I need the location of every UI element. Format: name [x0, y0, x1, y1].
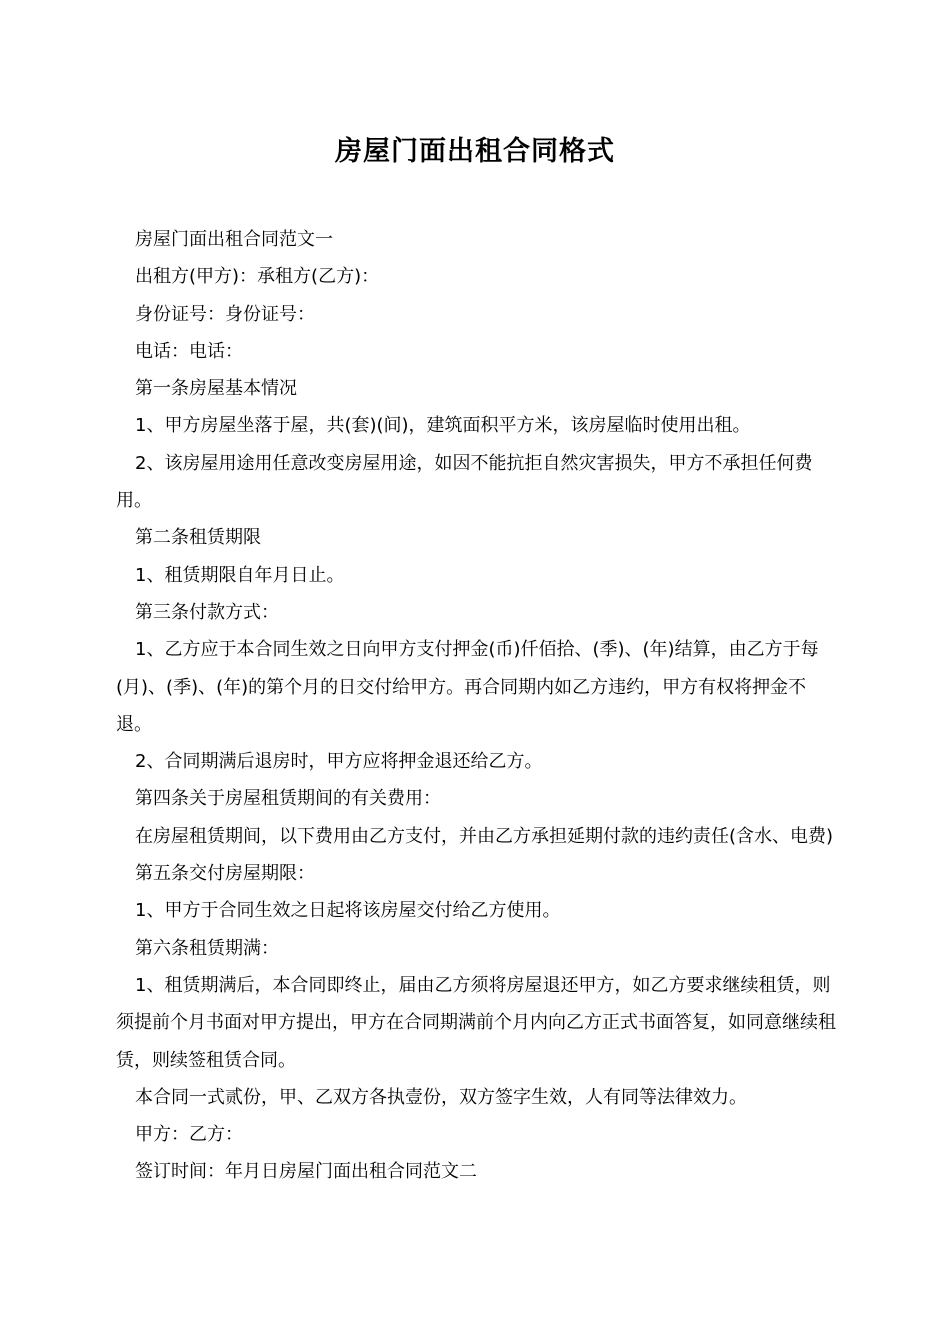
- paragraph-article-3-item-1: 1、乙方应于本合同生效之日向甲方支付押金(币)仟佰拾、(季)、(年)结算，由乙方于每(月)、(季)、(年)的第个月的日交付给甲方。再合同期内如乙方违约，甲方有权将押金不退。: [116, 639, 819, 735]
- paragraph-article-1-item-2: 2、该房屋用途用任意改变房屋用途，如因不能抗拒自然灾害损失，甲方不承担任何费用。: [116, 452, 813, 512]
- paragraph-article-4-body: 在房屋租赁期间，以下费用由乙方支付，并由乙方承担延期付款的违约责任(含水、电费): [135, 825, 834, 847]
- paragraph-article-1-item-1: 1、甲方房屋坐落于屋，共(套)(间)，建筑面积平方米，该房屋临时使用出租。: [135, 415, 751, 437]
- paragraph-article-6-item-1: 1、租赁期满后，本合同即终止，届由乙方须将房屋退还甲方，如乙方要求继续租赁，则须提前个月书面对甲方提出，甲方在合同期满前个月内向乙方正式书面答复，如同意继续租赁，则续签租赁合同。: [116, 974, 836, 1071]
- paragraph-article-2-item-1: 1、租赁期限自年月日止。: [135, 564, 345, 586]
- paragraph-article-4-heading: 第四条关于房屋租赁期间的有关费用：: [135, 788, 441, 810]
- paragraph-article-3-item-2: 2、合同期满后退房时，甲方应将押金退还给乙方。: [135, 751, 543, 773]
- paragraph-id-numbers: 身份证号：身份证号：: [135, 303, 315, 325]
- paragraph-article-5-heading: 第五条交付房屋期限：: [135, 863, 315, 885]
- paragraph-article-6-heading: 第六条租赁期满：: [135, 937, 279, 959]
- document-title: 房屋门面出租合同格式: [335, 136, 615, 167]
- paragraph-article-5-item-1: 1、甲方于合同生效之日起将该房屋交付给乙方使用。: [135, 900, 561, 922]
- paragraph-copies-clause: 本合同一式贰份，甲、乙双方各执壹份，双方签字生效，人有同等法律效力。: [135, 1086, 747, 1108]
- paragraph-parties: 出租方(甲方)：承租方(乙方)：: [135, 266, 380, 288]
- paragraph-heading-sample-one: 房屋门面出租合同范文一: [135, 229, 333, 250]
- paragraph-article-3-heading: 第三条付款方式：: [135, 601, 279, 623]
- paragraph-phones: 电话：电话：: [135, 340, 243, 362]
- paragraph-signing-date: 签订时间：年月日房屋门面出租合同范文二: [135, 1161, 477, 1183]
- paragraph-signatures: 甲方：乙方：: [135, 1124, 243, 1146]
- paragraph-article-2-heading: 第二条租赁期限: [135, 527, 261, 549]
- paragraph-article-1-heading: 第一条房屋基本情况: [135, 378, 297, 400]
- document-body: [116, 221, 838, 1191]
